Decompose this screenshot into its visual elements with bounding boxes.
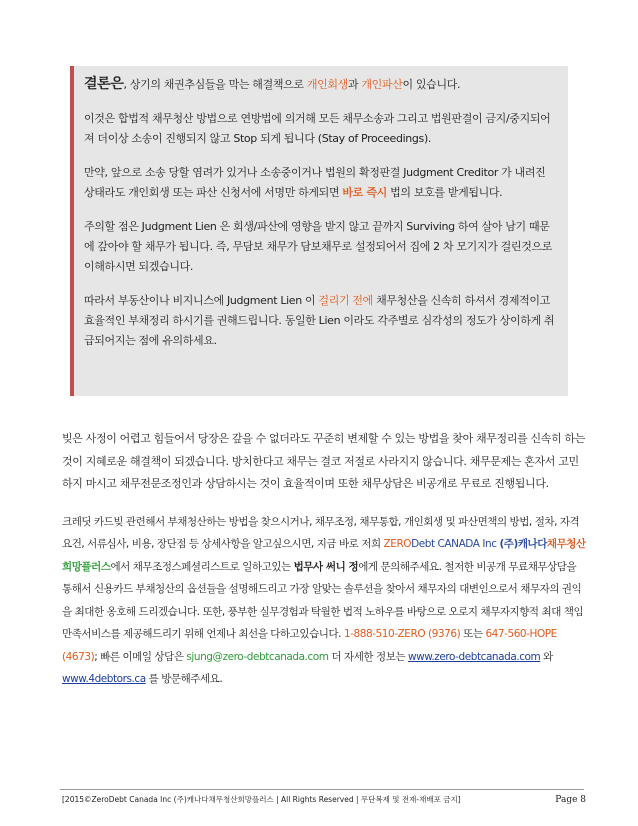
body-paragraph-1: 빚은 사정이 어렵고 힘들어서 당장은 갚을 수 없더라도 꾸준히 변제할 수 있는 방법을 찾아 채무정리를 신속히 하는 것이 지혜로운 해결책이 되겠습니다. 방치한다고 채무는 결코 저절로 사라지지 않습니다. 채무문제는 혼자서 고민하지 마시고 채무전문조정인과 상담하시는 것이 효율적이며 또한 채무상담은 비공개로 무료로 진행됩니다. <box>62 432 586 490</box>
phone-number-1[interactable]: 1-888-510-ZERO (9376) <box>343 628 461 640</box>
callout-paragraph-5: 따라서 부동산이나 비지니스에 Judgment Lien 이 걸리기 전에 채무청산을 신속히 하셔서 경제적이고 효율적인 부채정리 하시기를 권해드립니다. 동일한 Lien 이라도 각주별로 심각성의 정도가 상이하게 취급되어지는 점에 유의하세요. <box>84 294 555 347</box>
callout-paragraph-1: 결론은, 상기의 채권추심들을 막는 해결책으로 개인회생과 개인파산이 있습니다. <box>84 76 461 92</box>
highlight-individual-rehab: 개인회생 <box>306 78 348 91</box>
corp-name-mid: 채무청산 <box>546 538 586 550</box>
body-paragraph-2: 크레딧 카드빚 관련해서 부채청산하는 방법을 찾으시거나, 채무조정, 채무통합, 개인회생 및 파산면책의 방법, 절차, 자격요건, 서류심사, 비용, 장단점 등 상세사항을 알고싶으시면, 지금 바로 저희 ZERODebt CANADA Inc (주)캐나다채무청산희망플러스에서 채무조정스페셜리스트로 일하고있는 법무사 써니 정에게 문의해주세요. 철저한 비공개 무료채무상담을 통해서 신용카드 부채청산의 옵션들을 설명해드리고 가장 알맞는 솔루션을 찾아서 채무자의 대변인으로서 채무자의 권익을 최대한 옹호해 드리겠습니다. 또한, 풍부한 실무경험과 탁월한 법적 노하우를 바탕으로 오로지 채무자지향적 최대 책임 만족서비스를 제공해드리기 위해 언제나 최선을 다하고있습니다. 1-888-510-ZERO (9376) 또는 647-560-HOPE (4673); 빠른 이메일 상담은 sjung@zero-debtcanada.com 더 자세한 정보는 www.zero-debtcanada.com 와 www.4debtors.ca 를 방문해주세요. <box>62 515 586 685</box>
highlight-immediately: 바로 즉시 <box>342 186 387 199</box>
corp-name-prefix: (주)캐나다 <box>499 538 547 550</box>
callout-paragraph-4: 주의할 점은 Judgment Lien 은 회생/파산에 영향을 받지 않고 끝까지 Surviving 하여 살아 남기 때문에 갚아야 할 채무가 됩니다. 즉, 무담보 채무가 담보채무로 설정되어서 집에 2 차 모기지가 걸린것으로 이해하시면 되겠습니다. <box>84 220 553 273</box>
brand-canada-inc: CANADA Inc <box>434 538 500 550</box>
phone-number-2[interactable]: 647-560-HOPE (4673) <box>62 628 557 663</box>
page-footer <box>62 792 586 808</box>
brand-debt: Debt <box>411 538 435 550</box>
conclusion-callout-box <box>70 66 568 396</box>
main-body-text <box>62 428 586 706</box>
footer-copyright-text: [2015©ZeroDebt Canada Inc (주)캐나다채무청산희망플러스 | All Rights Reserved | 무단복제 및 전재-재배포 금지] <box>62 795 461 804</box>
brand-zero: ZERO <box>383 538 412 550</box>
corp-name-hope-plus: 희망플러스 <box>62 560 111 573</box>
highlight-before-lien: 걸리기 전에 <box>318 294 373 307</box>
advisor-name: 법무사 써니 정 <box>293 560 359 573</box>
callout-paragraph-3: 만약, 앞으로 소송 당할 염려가 있거나 소송중이거나 법원의 확정판결 Judgment Creditor 가 내려진 상태라도 개인회생 또는 파산 신청서에 서명만 하게되면 바로 즉시 법의 보호를 받게됩니다. <box>84 166 546 199</box>
callout-paragraph-2: 이것은 합법적 채무청산 방법으로 연방법에 의거해 모든 채무소송과 그리고 법원판결이 금지/중지되어져 더이상 소송이 진행되지 않고 Stop 되게 됩니다 (Stay of Proceedings). <box>84 112 551 145</box>
footer-divider <box>60 789 584 790</box>
conclusion-word: 결론은 <box>84 76 124 92</box>
highlight-bankruptcy: 개인파산 <box>361 78 403 91</box>
website-link-zero-debtcanada[interactable]: www.zero-debtcanada.com <box>407 650 541 663</box>
website-link-4debtors[interactable]: www.4debtors.ca <box>62 673 146 685</box>
page-number: Page 8 <box>555 795 586 805</box>
email-address[interactable]: sjung@zero-debtcanada.com <box>186 650 329 663</box>
